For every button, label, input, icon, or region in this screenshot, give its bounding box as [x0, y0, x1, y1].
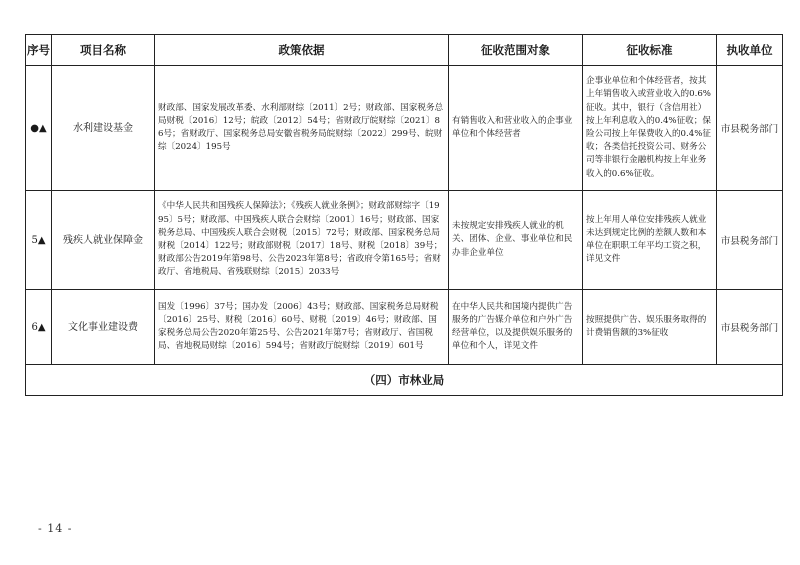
row-standard: 按上年用人单位安排残疾人就业未达到规定比例的差额人数和本单位在职职工年平均工资之积，详见文件: [583, 191, 717, 290]
row-basis: 国发〔1996〕37号；国办发〔2006〕43号；财政部、国家税务总局财税〔2016〕25号、财税〔2016〕60号、财税〔2019〕46号；财政部、国家税务总局公告2020年第25号、公告2021年第7号；省财政厅、省国税局、省地税局财综〔2016〕594号；省财政厅皖财综〔2019〕601号: [155, 290, 449, 365]
row-seq: 6▲: [26, 290, 52, 365]
row-scope: 未按规定安排残疾人就业的机关、团体、企业、事业单位和民办非企业单位: [449, 191, 583, 290]
table-row: [26, 191, 783, 290]
header-agency: 执收单位: [717, 35, 783, 66]
page-number: - 14 -: [38, 522, 73, 535]
row-seq: 5▲: [26, 191, 52, 290]
table-row: [26, 66, 783, 191]
row-agency: 市县税务部门: [717, 290, 783, 365]
row-scope: 有销售收入和营业收入的企事业单位和个体经营者: [449, 66, 583, 191]
header-name: 项目名称: [52, 35, 155, 66]
row-name: 水利建设基金: [52, 66, 155, 191]
section-row: [26, 365, 783, 396]
table-row: [26, 290, 783, 365]
row-standard: 按照提供广告、娱乐服务取得的计费销售额的3%征收: [583, 290, 717, 365]
row-name: 残疾人就业保障金: [52, 191, 155, 290]
header-row: [26, 35, 783, 66]
row-name: 文化事业建设费: [52, 290, 155, 365]
row-seq: ●▲: [26, 66, 52, 191]
header-basis: 政策依据: [155, 35, 449, 66]
row-basis: 财政部、国家发展改革委、水利部财综〔2011〕2号；财政部、国家税务总局财税〔2016〕12号；皖政〔2012〕54号；省财政厅皖财综〔2021〕86号；省财政厅、国家税务总局安徽省税务局皖财综〔2022〕299号、皖财综〔2024〕195号: [155, 66, 449, 191]
row-basis: 《中华人民共和国残疾人保障法》；《残疾人就业条例》；财政部财综字〔1995〕5号；财政部、中国残疾人联合会财综〔2001〕16号；财政部、国家税务总局、中国残疾人联合会财税〔2015〕72号；财政部、国家税务总局财税〔2014〕122号；财政部财税〔2017〕18号、财税〔2018〕39号；财政部公告2019年第98号、公告2023年第8号；省政府令第165号；省财政厅、省地税局、省残联财综〔2015〕2033号: [155, 191, 449, 290]
row-standard: 企事业单位和个体经营者，按其上年销售收入或营业收入的0.6%征收。其中，银行（含信用社）按上年利息收入的0.4%征收；保险公司按上年保费收入的0.4%征收；各类信托投资公司、财务公司等非银行金融机构按上年业务收入的0.6%征收。: [583, 66, 717, 191]
fee-table: [25, 34, 783, 396]
row-scope: 在中华人民共和国境内提供广告服务的广告媒介单位和户外广告经营单位，以及提供娱乐服务的单位和个人，详见文件: [449, 290, 583, 365]
section-title: （四）市林业局: [26, 365, 783, 396]
header-standard: 征收标准: [583, 35, 717, 66]
header-scope: 征收范围对象: [449, 35, 583, 66]
header-seq: 序号: [26, 35, 52, 66]
row-agency: 市县税务部门: [717, 66, 783, 191]
row-agency: 市县税务部门: [717, 191, 783, 290]
